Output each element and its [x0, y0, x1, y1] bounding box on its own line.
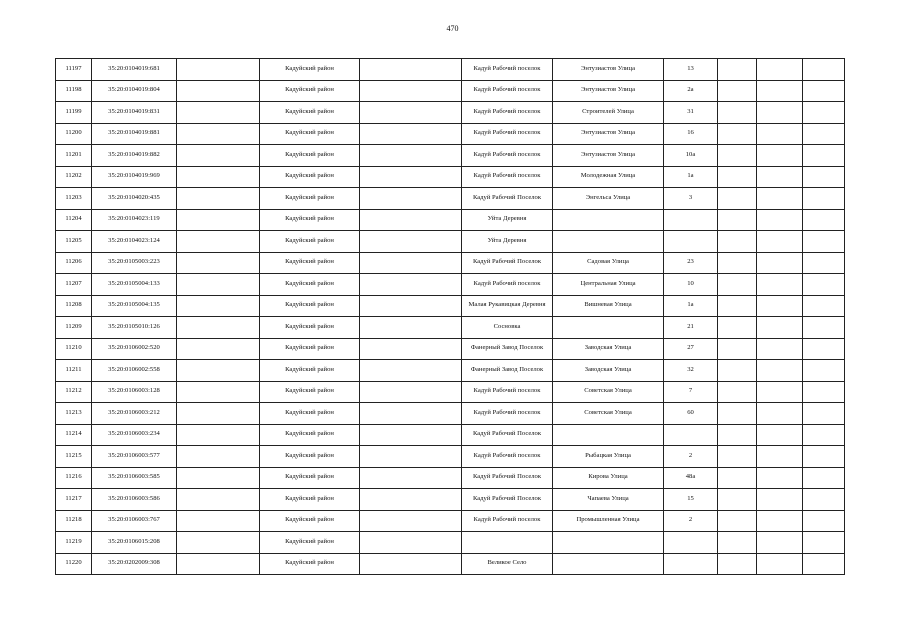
- district-cell: Кадуйский район: [260, 403, 360, 425]
- district-cell: Кадуйский район: [260, 252, 360, 274]
- table-row: [56, 489, 845, 511]
- registry-table: [55, 58, 845, 575]
- record-number-cell: 11202: [56, 166, 92, 188]
- empty-cell: [360, 209, 462, 231]
- table-row: [56, 252, 845, 274]
- empty-cell: [718, 274, 757, 296]
- district-cell: Кадуйский район: [260, 145, 360, 167]
- empty-cell: [177, 80, 260, 102]
- cadastral-number-cell: 35:20:0106015:208: [92, 532, 177, 554]
- empty-cell: [803, 510, 845, 532]
- empty-cell: [718, 381, 757, 403]
- empty-cell: [757, 467, 803, 489]
- house-number-cell: [664, 553, 718, 575]
- record-number-cell: 11213: [56, 403, 92, 425]
- empty-cell: [360, 102, 462, 124]
- empty-cell: [718, 166, 757, 188]
- street-cell: Энтузиастов Улица: [553, 145, 664, 167]
- settlement-cell: Сосновка: [462, 317, 553, 339]
- table-row: [56, 59, 845, 81]
- table-row: [56, 166, 845, 188]
- house-number-cell: 3: [664, 188, 718, 210]
- settlement-cell: Кадуй Рабочий поселок: [462, 145, 553, 167]
- settlement-cell: Уйта Деревня: [462, 209, 553, 231]
- record-number-cell: 11220: [56, 553, 92, 575]
- empty-cell: [803, 317, 845, 339]
- district-cell: Кадуйский район: [260, 231, 360, 253]
- district-cell: Кадуйский район: [260, 123, 360, 145]
- table-row: [56, 188, 845, 210]
- cadastral-number-cell: 35:20:0104020:435: [92, 188, 177, 210]
- empty-cell: [757, 102, 803, 124]
- empty-cell: [177, 338, 260, 360]
- table-row: [56, 338, 845, 360]
- empty-cell: [360, 295, 462, 317]
- settlement-cell: Кадуй Рабочий Поселок: [462, 424, 553, 446]
- empty-cell: [757, 317, 803, 339]
- cadastral-number-cell: 35:20:0104019:681: [92, 59, 177, 81]
- record-number-cell: 11212: [56, 381, 92, 403]
- empty-cell: [718, 338, 757, 360]
- empty-cell: [757, 80, 803, 102]
- table-row: [56, 274, 845, 296]
- empty-cell: [757, 360, 803, 382]
- empty-cell: [177, 553, 260, 575]
- settlement-cell: Фанерный Завод Поселок: [462, 338, 553, 360]
- district-cell: Кадуйский район: [260, 338, 360, 360]
- settlement-cell: Кадуй Рабочий Поселок: [462, 252, 553, 274]
- house-number-cell: [664, 231, 718, 253]
- record-number-cell: 11217: [56, 489, 92, 511]
- record-number-cell: 11209: [56, 317, 92, 339]
- empty-cell: [803, 166, 845, 188]
- empty-cell: [757, 123, 803, 145]
- cadastral-number-cell: 35:20:0104019:881: [92, 123, 177, 145]
- street-cell: [553, 231, 664, 253]
- house-number-cell: 10: [664, 274, 718, 296]
- empty-cell: [177, 510, 260, 532]
- empty-cell: [757, 209, 803, 231]
- empty-cell: [177, 446, 260, 468]
- street-cell: [553, 424, 664, 446]
- house-number-cell: 2: [664, 510, 718, 532]
- record-number-cell: 11198: [56, 80, 92, 102]
- empty-cell: [718, 209, 757, 231]
- empty-cell: [360, 338, 462, 360]
- empty-cell: [177, 403, 260, 425]
- record-number-cell: 11219: [56, 532, 92, 554]
- record-number-cell: 11215: [56, 446, 92, 468]
- record-number-cell: 11208: [56, 295, 92, 317]
- district-cell: Кадуйский район: [260, 274, 360, 296]
- street-cell: Центральная Улица: [553, 274, 664, 296]
- empty-cell: [177, 467, 260, 489]
- empty-cell: [757, 510, 803, 532]
- settlement-cell: [462, 532, 553, 554]
- district-cell: Кадуйский район: [260, 102, 360, 124]
- empty-cell: [757, 188, 803, 210]
- street-cell: [553, 532, 664, 554]
- empty-cell: [757, 424, 803, 446]
- settlement-cell: Кадуй Рабочий поселок: [462, 102, 553, 124]
- empty-cell: [360, 510, 462, 532]
- empty-cell: [757, 489, 803, 511]
- house-number-cell: 15: [664, 489, 718, 511]
- empty-cell: [757, 166, 803, 188]
- house-number-cell: 13: [664, 59, 718, 81]
- cadastral-number-cell: 35:20:0104023:119: [92, 209, 177, 231]
- cadastral-number-cell: 35:20:0104019:969: [92, 166, 177, 188]
- empty-cell: [718, 102, 757, 124]
- district-cell: Кадуйский район: [260, 209, 360, 231]
- street-cell: [553, 209, 664, 231]
- settlement-cell: Кадуй Рабочий поселок: [462, 403, 553, 425]
- cadastral-number-cell: 35:20:0104019:831: [92, 102, 177, 124]
- street-cell: Советская Улица: [553, 403, 664, 425]
- empty-cell: [177, 381, 260, 403]
- empty-cell: [718, 510, 757, 532]
- street-cell: Молодежная Улица: [553, 166, 664, 188]
- district-cell: Кадуйский район: [260, 59, 360, 81]
- district-cell: Кадуйский район: [260, 381, 360, 403]
- empty-cell: [360, 123, 462, 145]
- empty-cell: [177, 295, 260, 317]
- settlement-cell: Кадуй Рабочий поселок: [462, 59, 553, 81]
- empty-cell: [360, 424, 462, 446]
- empty-cell: [177, 166, 260, 188]
- empty-cell: [177, 123, 260, 145]
- table-row: [56, 231, 845, 253]
- registry-body: [56, 59, 845, 575]
- empty-cell: [718, 403, 757, 425]
- house-number-cell: [664, 424, 718, 446]
- table-row: [56, 446, 845, 468]
- empty-cell: [718, 532, 757, 554]
- empty-cell: [757, 145, 803, 167]
- empty-cell: [718, 317, 757, 339]
- record-number-cell: 11204: [56, 209, 92, 231]
- house-number-cell: [664, 209, 718, 231]
- table-row: [56, 80, 845, 102]
- empty-cell: [718, 467, 757, 489]
- empty-cell: [177, 231, 260, 253]
- record-number-cell: 11197: [56, 59, 92, 81]
- district-cell: Кадуйский район: [260, 424, 360, 446]
- empty-cell: [718, 145, 757, 167]
- empty-cell: [360, 188, 462, 210]
- empty-cell: [177, 252, 260, 274]
- empty-cell: [177, 532, 260, 554]
- table-row: [56, 532, 845, 554]
- record-number-cell: 11216: [56, 467, 92, 489]
- cadastral-number-cell: 35:20:0105003:223: [92, 252, 177, 274]
- district-cell: Кадуйский район: [260, 188, 360, 210]
- house-number-cell: 16: [664, 123, 718, 145]
- house-number-cell: 21: [664, 317, 718, 339]
- empty-cell: [360, 59, 462, 81]
- empty-cell: [360, 252, 462, 274]
- empty-cell: [360, 360, 462, 382]
- house-number-cell: 27: [664, 338, 718, 360]
- empty-cell: [803, 553, 845, 575]
- empty-cell: [757, 59, 803, 81]
- street-cell: Энгельса Улица: [553, 188, 664, 210]
- record-number-cell: 11200: [56, 123, 92, 145]
- empty-cell: [360, 446, 462, 468]
- empty-cell: [360, 381, 462, 403]
- empty-cell: [757, 553, 803, 575]
- cadastral-number-cell: 35:20:0104019:804: [92, 80, 177, 102]
- table-row: [56, 209, 845, 231]
- settlement-cell: Кадуй Рабочий поселок: [462, 381, 553, 403]
- empty-cell: [177, 317, 260, 339]
- settlement-cell: Кадуй Рабочий Поселок: [462, 489, 553, 511]
- cadastral-number-cell: 35:20:0106002:558: [92, 360, 177, 382]
- empty-cell: [177, 274, 260, 296]
- empty-cell: [360, 231, 462, 253]
- empty-cell: [803, 123, 845, 145]
- empty-cell: [718, 123, 757, 145]
- street-cell: Энтузиастов Улица: [553, 123, 664, 145]
- record-number-cell: 11201: [56, 145, 92, 167]
- street-cell: Энтузиастов Улица: [553, 80, 664, 102]
- settlement-cell: Кадуй Рабочий поселок: [462, 80, 553, 102]
- empty-cell: [360, 403, 462, 425]
- settlement-cell: Кадуй Рабочий поселок: [462, 274, 553, 296]
- empty-cell: [360, 317, 462, 339]
- empty-cell: [803, 80, 845, 102]
- table-row: [56, 145, 845, 167]
- empty-cell: [718, 188, 757, 210]
- empty-cell: [757, 381, 803, 403]
- table-row: [56, 317, 845, 339]
- house-number-cell: 48а: [664, 467, 718, 489]
- settlement-cell: Кадуй Рабочий поселок: [462, 510, 553, 532]
- empty-cell: [718, 252, 757, 274]
- street-cell: Садовая Улица: [553, 252, 664, 274]
- table-row: [56, 102, 845, 124]
- cadastral-number-cell: 35:20:0105004:135: [92, 295, 177, 317]
- record-number-cell: 11207: [56, 274, 92, 296]
- empty-cell: [803, 274, 845, 296]
- cadastral-number-cell: 35:20:0104023:124: [92, 231, 177, 253]
- cadastral-number-cell: 35:20:0202009:308: [92, 553, 177, 575]
- empty-cell: [360, 80, 462, 102]
- record-number-cell: 11218: [56, 510, 92, 532]
- district-cell: Кадуйский район: [260, 532, 360, 554]
- table-row: [56, 360, 845, 382]
- district-cell: Кадуйский район: [260, 446, 360, 468]
- settlement-cell: Кадуй Рабочий поселок: [462, 446, 553, 468]
- empty-cell: [757, 295, 803, 317]
- empty-cell: [718, 489, 757, 511]
- cadastral-number-cell: 35:20:0105010:126: [92, 317, 177, 339]
- empty-cell: [177, 102, 260, 124]
- cadastral-number-cell: 35:20:0104019:882: [92, 145, 177, 167]
- house-number-cell: 32: [664, 360, 718, 382]
- house-number-cell: 2а: [664, 80, 718, 102]
- empty-cell: [718, 360, 757, 382]
- empty-cell: [803, 424, 845, 446]
- record-number-cell: 11205: [56, 231, 92, 253]
- empty-cell: [803, 102, 845, 124]
- empty-cell: [718, 553, 757, 575]
- street-cell: [553, 553, 664, 575]
- cadastral-number-cell: 35:20:0106003:767: [92, 510, 177, 532]
- district-cell: Кадуйский район: [260, 467, 360, 489]
- settlement-cell: Уйта Деревня: [462, 231, 553, 253]
- record-number-cell: 11199: [56, 102, 92, 124]
- empty-cell: [757, 231, 803, 253]
- empty-cell: [803, 252, 845, 274]
- street-cell: [553, 317, 664, 339]
- district-cell: Кадуйский район: [260, 360, 360, 382]
- empty-cell: [177, 209, 260, 231]
- cadastral-number-cell: 35:20:0105004:133: [92, 274, 177, 296]
- house-number-cell: [664, 532, 718, 554]
- cadastral-number-cell: 35:20:0106003:234: [92, 424, 177, 446]
- empty-cell: [757, 274, 803, 296]
- house-number-cell: 60: [664, 403, 718, 425]
- house-number-cell: 31: [664, 102, 718, 124]
- table-row: [56, 424, 845, 446]
- empty-cell: [360, 145, 462, 167]
- empty-cell: [177, 489, 260, 511]
- settlement-cell: Малая Рукавицкая Деревня: [462, 295, 553, 317]
- district-cell: Кадуйский район: [260, 553, 360, 575]
- empty-cell: [803, 231, 845, 253]
- empty-cell: [757, 403, 803, 425]
- table-row: [56, 295, 845, 317]
- cadastral-number-cell: 35:20:0106003:585: [92, 467, 177, 489]
- empty-cell: [757, 338, 803, 360]
- empty-cell: [757, 532, 803, 554]
- empty-cell: [803, 489, 845, 511]
- empty-cell: [360, 467, 462, 489]
- district-cell: Кадуйский район: [260, 489, 360, 511]
- empty-cell: [718, 59, 757, 81]
- district-cell: Кадуйский район: [260, 80, 360, 102]
- empty-cell: [718, 231, 757, 253]
- street-cell: Энтузиастов Улица: [553, 59, 664, 81]
- house-number-cell: 10а: [664, 145, 718, 167]
- settlement-cell: Кадуй Рабочий Поселок: [462, 467, 553, 489]
- district-cell: Кадуйский район: [260, 510, 360, 532]
- empty-cell: [718, 424, 757, 446]
- empty-cell: [177, 360, 260, 382]
- street-cell: Советская Улица: [553, 381, 664, 403]
- empty-cell: [360, 489, 462, 511]
- record-number-cell: 11211: [56, 360, 92, 382]
- empty-cell: [360, 553, 462, 575]
- cadastral-number-cell: 35:20:0106003:577: [92, 446, 177, 468]
- empty-cell: [803, 360, 845, 382]
- table-row: [56, 123, 845, 145]
- house-number-cell: 1а: [664, 295, 718, 317]
- cadastral-number-cell: 35:20:0106003:212: [92, 403, 177, 425]
- settlement-cell: Великое Село: [462, 553, 553, 575]
- record-number-cell: 11206: [56, 252, 92, 274]
- table-row: [56, 510, 845, 532]
- cadastral-number-cell: 35:20:0106002:520: [92, 338, 177, 360]
- empty-cell: [718, 446, 757, 468]
- house-number-cell: 2: [664, 446, 718, 468]
- empty-cell: [757, 252, 803, 274]
- table-row: [56, 553, 845, 575]
- street-cell: Вишневая Улица: [553, 295, 664, 317]
- table-row: [56, 403, 845, 425]
- empty-cell: [360, 532, 462, 554]
- empty-cell: [803, 381, 845, 403]
- empty-cell: [718, 80, 757, 102]
- empty-cell: [803, 532, 845, 554]
- street-cell: Кирова Улица: [553, 467, 664, 489]
- empty-cell: [360, 274, 462, 296]
- table-row: [56, 381, 845, 403]
- empty-cell: [718, 295, 757, 317]
- street-cell: Строителей Улица: [553, 102, 664, 124]
- page-number: 470: [446, 24, 459, 33]
- street-cell: Чапаева Улица: [553, 489, 664, 511]
- table-row: [56, 467, 845, 489]
- house-number-cell: 1а: [664, 166, 718, 188]
- empty-cell: [803, 467, 845, 489]
- street-cell: Рыбацкая Улица: [553, 446, 664, 468]
- street-cell: Промышленная Улица: [553, 510, 664, 532]
- empty-cell: [803, 295, 845, 317]
- house-number-cell: 7: [664, 381, 718, 403]
- settlement-cell: Кадуй Рабочий поселок: [462, 166, 553, 188]
- empty-cell: [803, 209, 845, 231]
- empty-cell: [177, 424, 260, 446]
- empty-cell: [360, 166, 462, 188]
- empty-cell: [803, 446, 845, 468]
- empty-cell: [803, 145, 845, 167]
- district-cell: Кадуйский район: [260, 317, 360, 339]
- empty-cell: [803, 188, 845, 210]
- settlement-cell: Кадуй Рабочий Поселок: [462, 188, 553, 210]
- empty-cell: [177, 59, 260, 81]
- record-number-cell: 11214: [56, 424, 92, 446]
- settlement-cell: Кадуй Рабочий поселок: [462, 123, 553, 145]
- empty-cell: [803, 59, 845, 81]
- cadastral-number-cell: 35:20:0106003:586: [92, 489, 177, 511]
- cadastral-number-cell: 35:20:0106003:128: [92, 381, 177, 403]
- settlement-cell: Фанерный Завод Поселок: [462, 360, 553, 382]
- district-cell: Кадуйский район: [260, 166, 360, 188]
- district-cell: Кадуйский район: [260, 295, 360, 317]
- empty-cell: [177, 145, 260, 167]
- street-cell: Заводская Улица: [553, 360, 664, 382]
- street-cell: Заводская Улица: [553, 338, 664, 360]
- record-number-cell: 11210: [56, 338, 92, 360]
- empty-cell: [177, 188, 260, 210]
- house-number-cell: 23: [664, 252, 718, 274]
- empty-cell: [803, 403, 845, 425]
- empty-cell: [757, 446, 803, 468]
- empty-cell: [803, 338, 845, 360]
- record-number-cell: 11203: [56, 188, 92, 210]
